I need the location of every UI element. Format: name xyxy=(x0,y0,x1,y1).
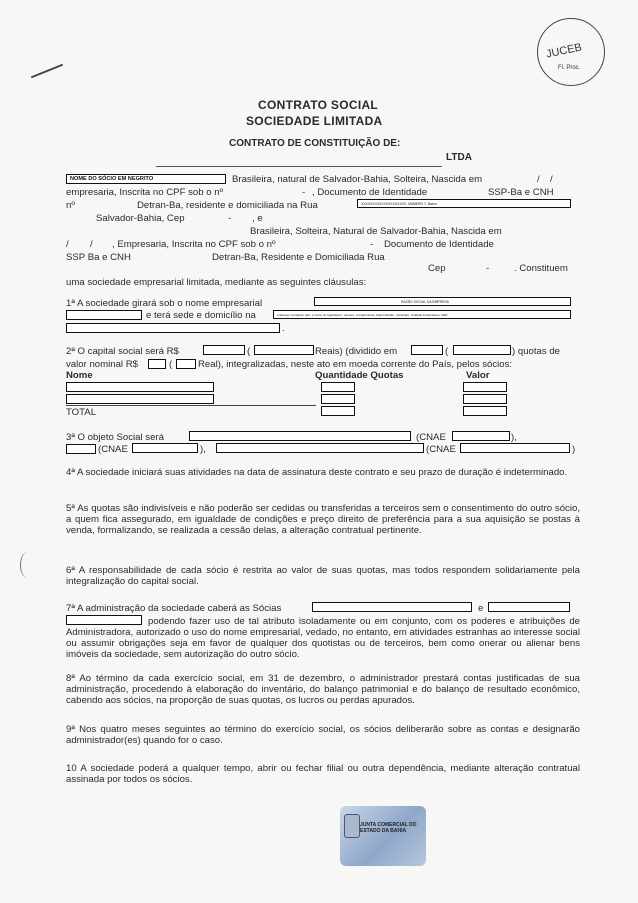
col-header-quotas: Quantidade Quotas xyxy=(315,370,404,381)
cnae-label: (CNAE xyxy=(98,444,128,455)
cpf-sep: - xyxy=(370,239,374,250)
partner1-cnh-label: SSP-Ba e CNH xyxy=(488,187,554,198)
object-field-3[interactable] xyxy=(216,443,424,453)
street-field[interactable] xyxy=(357,199,571,208)
constitute-label: . Constituem xyxy=(514,263,568,274)
clause-4: 4ª A sociedade iniciará suas atividades na data de assinatura deste contrato e seu prazo de duração é indeterminado. xyxy=(66,467,568,478)
pen-mark xyxy=(31,64,63,79)
capital-words-field[interactable] xyxy=(254,345,314,355)
clause-9: 9ª Nos quatro meses seguintes ao término do exercício social, os sócios deliberarão sobre as contas e designarão administrador(es) quando for o caso. xyxy=(66,724,580,746)
margin-mark xyxy=(20,552,35,578)
partner1-doc-label: , Documento de Identidade xyxy=(312,187,428,198)
cnae-field-3[interactable] xyxy=(460,443,570,453)
admin-2-field[interactable] xyxy=(488,602,570,612)
cnae-label: (CNAE xyxy=(416,432,446,443)
cep-label: Salvador-Bahia, Cep xyxy=(96,213,185,224)
object-field-2[interactable] xyxy=(66,444,96,454)
ltda-label: LTDA xyxy=(446,152,472,163)
clause-2-text: 2ª O capital social será R$ xyxy=(66,346,179,357)
date-sep: / xyxy=(550,174,553,185)
cnae-field-1[interactable] xyxy=(452,431,510,441)
partner1-line1: Brasileira, natural de Salvador-Bahia, Solteira, Nascida em xyxy=(232,174,483,185)
partner-row-1-value[interactable] xyxy=(463,382,507,392)
clause-3-text: 3ª O objeto Social será xyxy=(66,432,164,443)
paren-open: ( xyxy=(445,346,449,357)
total-value[interactable] xyxy=(463,406,507,416)
address-cont-field[interactable] xyxy=(66,323,280,333)
cpf-sep: - xyxy=(302,187,306,198)
juceb-stamp xyxy=(537,18,605,86)
partner2-cnh-label: SSP Ba e CNH xyxy=(66,252,131,263)
stamp-sheet: Fl. Proc. xyxy=(558,65,581,71)
partner1-address-label: Detran-Ba, residente e domiciliada na Rua xyxy=(137,200,318,211)
company-name-text: RAZÃO SOCIAL DA EMPRESA xyxy=(401,300,449,304)
cnae-label: (CNAE xyxy=(426,444,456,455)
partner-row-2-quotas[interactable] xyxy=(321,394,355,404)
clause-2-nominal: valor nominal R$ xyxy=(66,359,138,370)
clause-2-divided: Reais) (dividido em xyxy=(315,346,398,357)
paren-open: ( xyxy=(169,359,173,370)
clause-1-text: 1ª A sociedade girará sob o nome empresarial xyxy=(66,298,263,309)
registration-seal xyxy=(340,806,426,866)
title-line-2: SOCIEDADE LIMITADA xyxy=(246,114,383,128)
date-sep: / xyxy=(90,239,93,250)
partner-row-1-name[interactable] xyxy=(66,382,214,392)
clause-10: 10 A sociedade poderá a qualquer tempo, abrir ou fechar filial ou outra dependência, mediante alteração contratual assinada por todos os sócios. xyxy=(66,763,580,785)
admin-1-field[interactable] xyxy=(312,602,472,612)
partner-row-2-value[interactable] xyxy=(463,394,507,404)
date-sep: / xyxy=(537,174,540,185)
partner-name-field[interactable] xyxy=(66,174,226,184)
nominal-words-field[interactable] xyxy=(176,359,196,369)
company-name-line xyxy=(156,158,442,167)
col-header-name: Nome xyxy=(66,370,93,381)
cep-sep: - xyxy=(228,213,232,224)
clause-2-integralized: Real), integralizadas, neste ato em moeda corrente do País, pelos sócios: xyxy=(198,359,513,370)
partner-row-2-name[interactable] xyxy=(66,394,214,404)
capital-value-field[interactable] xyxy=(203,345,245,355)
seal-text: JUNTA COMERCIAL DO ESTADO DA BAHIA xyxy=(360,822,417,834)
total-label: TOTAL xyxy=(66,407,97,418)
quotas-words-field[interactable] xyxy=(453,345,511,355)
total-divider xyxy=(66,405,316,406)
partner2-cpf-label: , Empresaria, Inscrita no CPF sob o nº xyxy=(112,239,276,250)
address-field[interactable] xyxy=(273,310,571,319)
cep-sep: - xyxy=(486,263,490,274)
partner-name-text: NOME DO SÓCIO EM NEGRITO xyxy=(70,176,154,182)
clause-1-end: . xyxy=(282,323,285,334)
and-label: e xyxy=(478,603,484,614)
and-label: , e xyxy=(252,213,263,224)
cnae-close: ), xyxy=(511,432,517,443)
col-header-value: Valor xyxy=(466,370,490,381)
intro-line: uma sociedade empresarial limitada, mediante as seguintes cláusulas: xyxy=(66,277,367,288)
stamp-org: JUCEB xyxy=(545,41,583,61)
cnae-close: ), xyxy=(200,444,206,455)
quotas-count-field[interactable] xyxy=(411,345,443,355)
address-text: endereço completo: tipo, e nome do logradouro, número, complemento, bairro/distrito, município, Unidade Federativa e CEP xyxy=(277,313,448,317)
clause-7-body: podendo fazer uso de tal atributo isoladamente ou em conjunto, com os poderes e atribuições de Administradora, autorizado o uso do nome empresarial, vedado, no entanto, em atividades estranhas ao interesse social ou assumir obrigações seja em favor de qualquer dos quotistas ou de terceiros, bem como onerar ou alienar bens imóveis da sociedade, sem autorização do outro sócio. xyxy=(66,616,580,660)
title-line-1: CONTRATO SOCIAL xyxy=(258,98,379,112)
partner2-doc-label: Documento de Identidade xyxy=(384,239,494,250)
partner2-address-label: Detran-Ba, Residente e Domiciliada Rua xyxy=(212,252,385,263)
clause-1-sede: e terá sede e domicílio na xyxy=(146,310,256,321)
cnae-close: ) xyxy=(572,444,576,455)
clause-6: 6ª A responsabilidade de cada sócio é restrita ao valor de suas quotas, mas todos respondem solidariamente pela integralização do capital social. xyxy=(66,565,580,587)
company-name-field[interactable] xyxy=(314,297,571,306)
company-name-cont-field[interactable] xyxy=(66,310,142,320)
paren-open: ( xyxy=(247,346,251,357)
total-quotas[interactable] xyxy=(321,406,355,416)
subtitle: CONTRATO DE CONSTITUIÇÃO DE: xyxy=(229,138,401,149)
cnae-field-2[interactable] xyxy=(132,443,198,453)
clause-8: 8ª Ao término da cada exercício social, em 31 de dezembro, o administrador prestará contas justificadas de sua administração, procedendo à elaboração do inventário, do balanço patrimonial e do balanço de resultado econômico, cabendo aos sócios, na proporção de suas quotas, os lucros ou perdas apurados. xyxy=(66,673,580,706)
seal-emblem-icon xyxy=(344,814,360,838)
cep-label: Cep xyxy=(428,263,446,274)
date-sep: / xyxy=(66,239,69,250)
clause-2-quotas: ) quotas de xyxy=(512,346,561,357)
object-field-1[interactable] xyxy=(189,431,411,441)
partner1-line2: empresaria, Inscrita no CPF sob o nº xyxy=(66,187,224,198)
street-text: XXXXXXXXXXXXXXXXXXXX, NÚMERO Y, Bairro xyxy=(361,202,437,206)
partner2-line1: Brasileira, Solteira, Natural de Salvador-Bahia, Nascida em xyxy=(250,226,502,237)
nominal-value-field[interactable] xyxy=(148,359,166,369)
partner-row-1-quotas[interactable] xyxy=(321,382,355,392)
clause-7-text: 7ª A administração da sociedade caberá as Sócias xyxy=(66,603,282,614)
cnh-number-label: nº xyxy=(66,200,75,211)
clause-5: 5ª As quotas são indivisíveis e não poderão ser cedidas ou transferidas a terceiros sem o consentimento do outro sócio, a quem fica assegurado, em igualdade de condições e preço direito de preferência para a sua aquisição se postas à venda, formalizando, se realizada a cessão delas, a alteração contratual pertinente. xyxy=(66,503,580,536)
